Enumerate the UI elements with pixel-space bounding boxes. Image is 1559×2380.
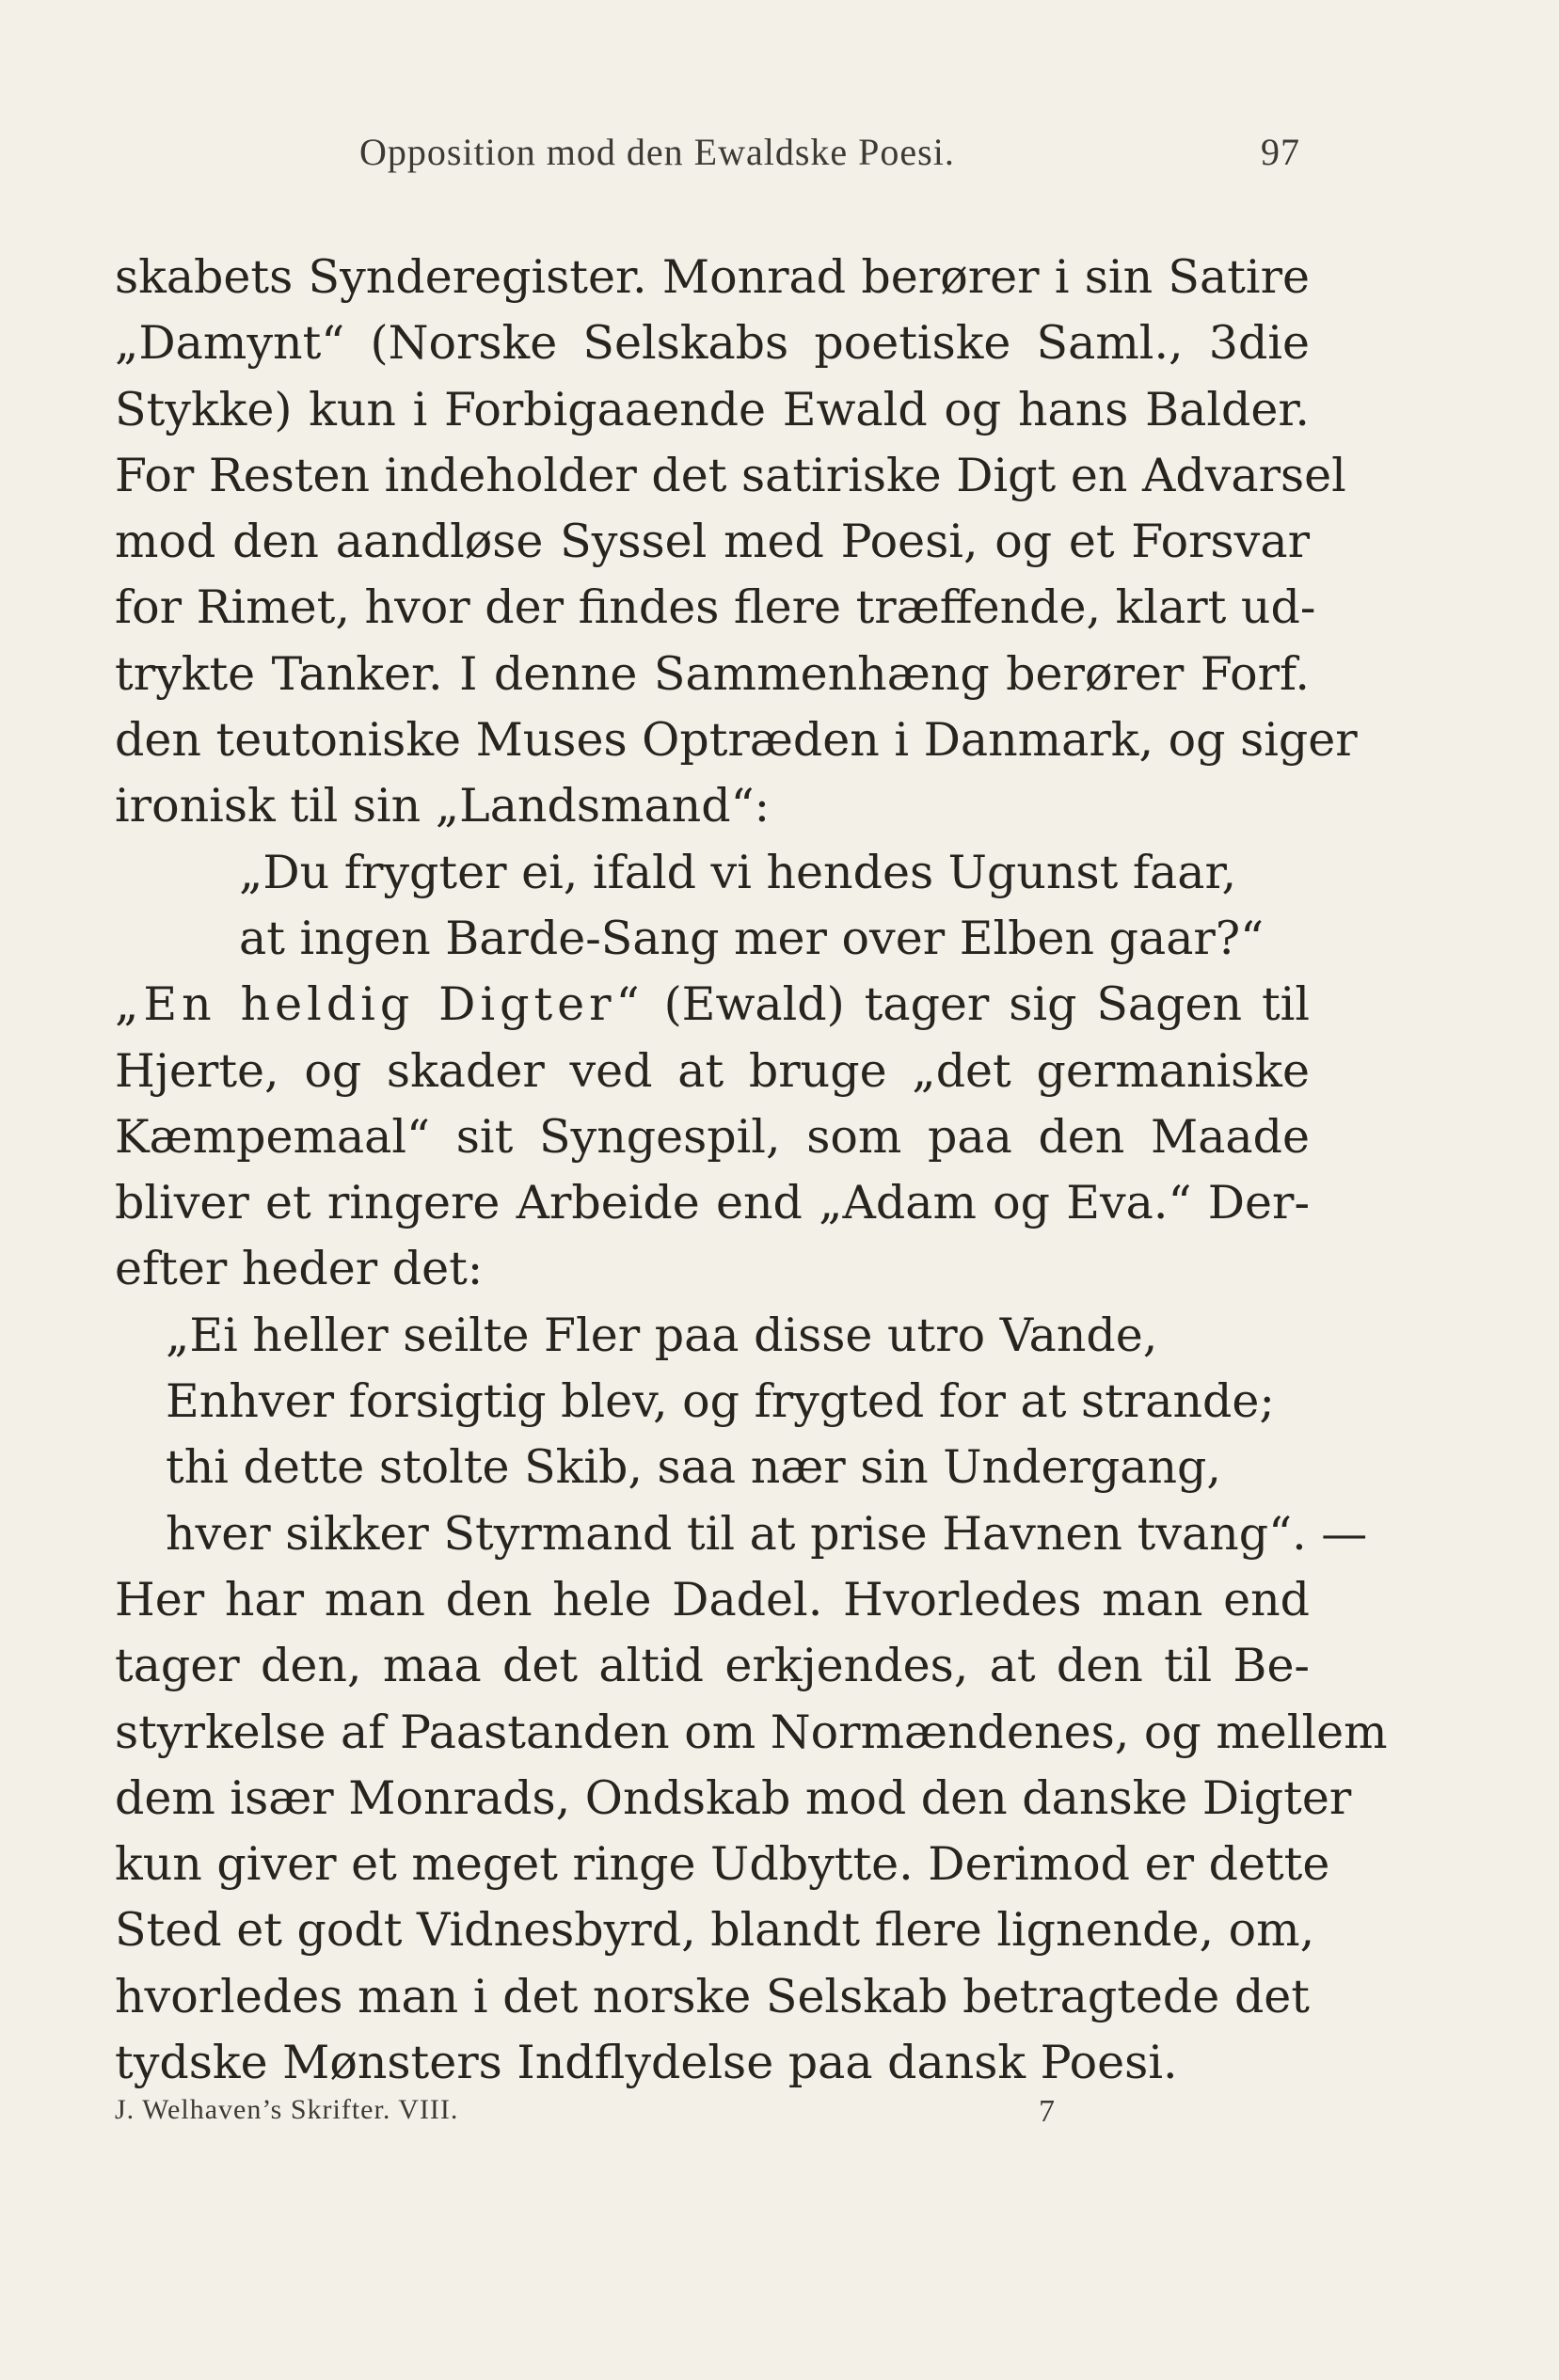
text-line: for Rimet, hvor der findes flere træffende, klart ud- <box>115 580 1316 635</box>
body-text <box>115 245 1388 2096</box>
text-line: tydske Mønsters Indflydelse paa dansk Poesi. <box>115 2036 1178 2090</box>
text-line: For Resten indeholder det satiriske Digt en Advarsel <box>115 448 1346 502</box>
verse-line: hver sikker Styrmand til at prise Havnen tvang“. — <box>166 1506 1368 1561</box>
text-line: Stykke) kun i Forbigaaende Ewald og hans Balder. <box>115 382 1310 436</box>
text-line: Sted et godt Vidnesbyrd, blandt flere lignende, om, <box>115 1903 1315 1958</box>
verse-line: „Ei heller seilte Fler paa disse utro Vande, <box>166 1308 1158 1362</box>
text-line-with-spaced-phrase <box>115 972 1310 1038</box>
spaced-phrase: „En heldig Digter“ <box>115 977 644 1032</box>
text-line: den teutoniske Muses Optræden i Danmark, og siger <box>115 713 1358 768</box>
page-number: 97 <box>1261 131 1300 173</box>
page-footer <box>115 2094 1150 2141</box>
line-rest: (Ewald) tager sig Sagen til <box>663 977 1310 1032</box>
signature-mark: J. Welhaven’s Skrifter. VIII. <box>115 2094 459 2125</box>
verse-line: thi dette stolte Skib, saa nær sin Undergang, <box>166 1440 1221 1495</box>
running-title: Opposition mod den Ewaldske Poesi. <box>359 131 955 173</box>
text-line: efter heder det: <box>115 1242 484 1296</box>
text-line: kun giver et meget ringe Udbytte. Derimod er dette <box>115 1837 1330 1892</box>
text-line: tager den, maa det altid erkjendes, at den til Be- <box>115 1639 1310 1693</box>
verse-line: „Du frygter ei, ifald vi hendes Ugunst faar, <box>239 845 1237 899</box>
running-head <box>115 130 1300 186</box>
text-line: bliver et ringere Arbeide end „Adam og Eva.“ Der- <box>115 1176 1310 1230</box>
verse-line: Enhver forsigtig blev, og frygted for at strande; <box>166 1374 1275 1429</box>
text-line: trykte Tanker. I denne Sammenhæng berører Forf. <box>115 646 1310 701</box>
text-line: Hjerte, og skader ved at bruge „det germaniske <box>115 1043 1310 1098</box>
verse-line: at ingen Barde-Sang mer over Elben gaar?“ <box>239 911 1265 965</box>
text-line: dem især Monrads, Ondskab mod den danske Digter <box>115 1770 1352 1825</box>
text-line: mod den aandløse Syssel med Poesi, og et Forsvar <box>115 515 1310 569</box>
text-line: skabets Synderegister. Monrad berører i sin Satire <box>115 250 1310 304</box>
text-line: „Damynt“ (Norske Selskabs poetiske Saml., 3die <box>115 316 1310 371</box>
text-line: Kæmpemaal“ sit Syngespil, som paa den Maade <box>115 1109 1310 1164</box>
text-line: hvorledes man i det norske Selskab betragtede det <box>115 1969 1310 2023</box>
sheet-number: 7 <box>1039 2094 1056 2129</box>
text-line: Her har man den hele Dadel. Hvorledes man end <box>115 1572 1310 1626</box>
text-line: ironisk til sin „Landsmand“: <box>115 779 771 833</box>
text-line: styrkelse af Paastanden om Normændenes, og mellem <box>115 1705 1388 1759</box>
